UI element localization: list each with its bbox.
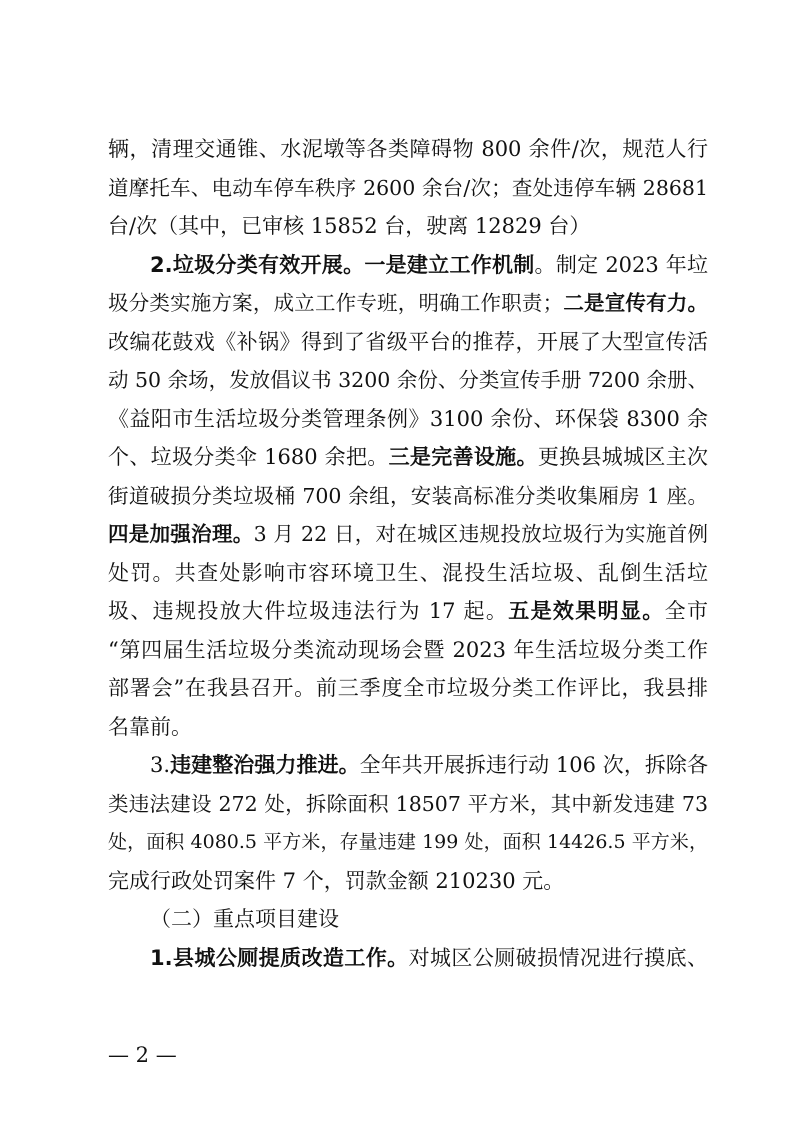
text-run-bold: 五是效果明显。 xyxy=(508,599,665,623)
text-run: 完成行政处罚案件 7 个，罚款金额 210230 元。 xyxy=(108,868,565,893)
text-run: 名靠前。 xyxy=(108,714,192,739)
text-line-8 xyxy=(108,400,708,439)
text-line-20 xyxy=(108,862,708,901)
text-run: 《益阳市生活垃圾分类管理条例》3100 余份、环保袋 8300 余 xyxy=(108,406,708,431)
text-run: 圾分类实施方案，成立工作专班，明确工作职责； xyxy=(108,291,564,315)
page-number: — 2 — xyxy=(108,1043,177,1067)
text-run-bold: 三是完善设施。 xyxy=(388,445,538,469)
text-run: 全年共开展拆违行动 106 次，拆除各 xyxy=(359,753,708,777)
text-run: （二）重点项目建设 xyxy=(150,907,339,931)
text-line-5 xyxy=(108,284,708,323)
text-line-7 xyxy=(108,361,708,400)
text-run: 道摩托车、电动车停车秩序 2600 余台/次；查处违停车辆 28681 xyxy=(108,175,708,200)
text-line-6 xyxy=(108,323,708,362)
text-run: 对城区公厕破损情况进行摸底、 xyxy=(408,945,709,970)
text-line-1 xyxy=(108,130,708,169)
text-line-16 xyxy=(108,708,708,747)
text-line-19 xyxy=(108,823,708,862)
text-run: 。制定 2023 年垃 xyxy=(534,252,708,277)
text-line-14 xyxy=(108,631,708,670)
text-line-12 xyxy=(108,554,708,593)
text-line-2 xyxy=(108,169,708,208)
text-run-bold: 二是宣传有力。 xyxy=(563,291,708,315)
text-line-9 xyxy=(108,438,708,477)
text-run: “第四届生活垃圾分类流动现场会暨 2023 年生活垃圾分类工作 xyxy=(108,637,708,662)
section-heading: 2.垃圾分类有效开展。 xyxy=(150,252,365,277)
text-run: 动 50 余场，发放倡议书 3200 余份、分类宣传手册 7200 余册、 xyxy=(108,368,709,392)
text-run: 改编花鼓戏《补锅》得到了省级平台的推荐，开展了大型宣传活 xyxy=(108,329,708,354)
text-run: 处罚。共查处影响市容环境卫生、混投生活垃圾、乱倒生活垃 xyxy=(108,560,708,585)
text-line-10 xyxy=(108,477,708,516)
text-line-22 xyxy=(108,939,708,978)
text-line-18 xyxy=(108,785,708,824)
text-run: 台/次（其中，已审核 15852 台，驶离 12829 台） xyxy=(108,214,591,238)
subsection-heading xyxy=(108,900,708,939)
text-run: 辆，清理交通锥、水泥墩等各类障碍物 800 余件/次，规范人行 xyxy=(108,137,708,161)
text-line-11 xyxy=(108,515,708,554)
text-line-15 xyxy=(108,669,708,708)
text-run: 处，面积 4080.5 平方米，存量违建 199 处，面积 14426.5 平方米， xyxy=(108,831,708,853)
section-heading: 违建整治强力推进。 xyxy=(170,753,360,777)
text-run: 更换县城城区主次 xyxy=(537,445,709,469)
text-run: 个、垃圾分类伞 1680 余把。 xyxy=(108,445,389,469)
text-run: 部署会”在我县召开。前三季度全市垃圾分类工作评比，我县排 xyxy=(108,676,708,700)
text-line-17 xyxy=(108,746,708,785)
text-run: 3 月 22 日，对在城区违规投放垃圾行为实施首例 xyxy=(253,522,708,546)
text-line-3 xyxy=(108,207,708,246)
text-run: 圾、违规投放大件垃圾违法行为 17 起。 xyxy=(108,599,509,623)
text-line-4 xyxy=(108,246,708,285)
text-run: 全市 xyxy=(664,599,708,623)
document-body xyxy=(108,130,708,977)
section-heading: 1.县城公厕提质改造工作。 xyxy=(150,945,409,970)
text-run: 街道破损分类垃圾桶 700 余组，安装高标准分类收集厢房 1 座。 xyxy=(108,483,708,508)
text-run-bold: 四是加强治理。 xyxy=(108,522,254,546)
text-run: 类违法建设 272 处，拆除面积 18507 平方米，其中新发违建 73 xyxy=(108,791,708,816)
text-run-bold: 一是建立工作机制 xyxy=(364,252,535,277)
text-line-13 xyxy=(108,592,708,631)
section-number: 3. xyxy=(150,753,171,777)
